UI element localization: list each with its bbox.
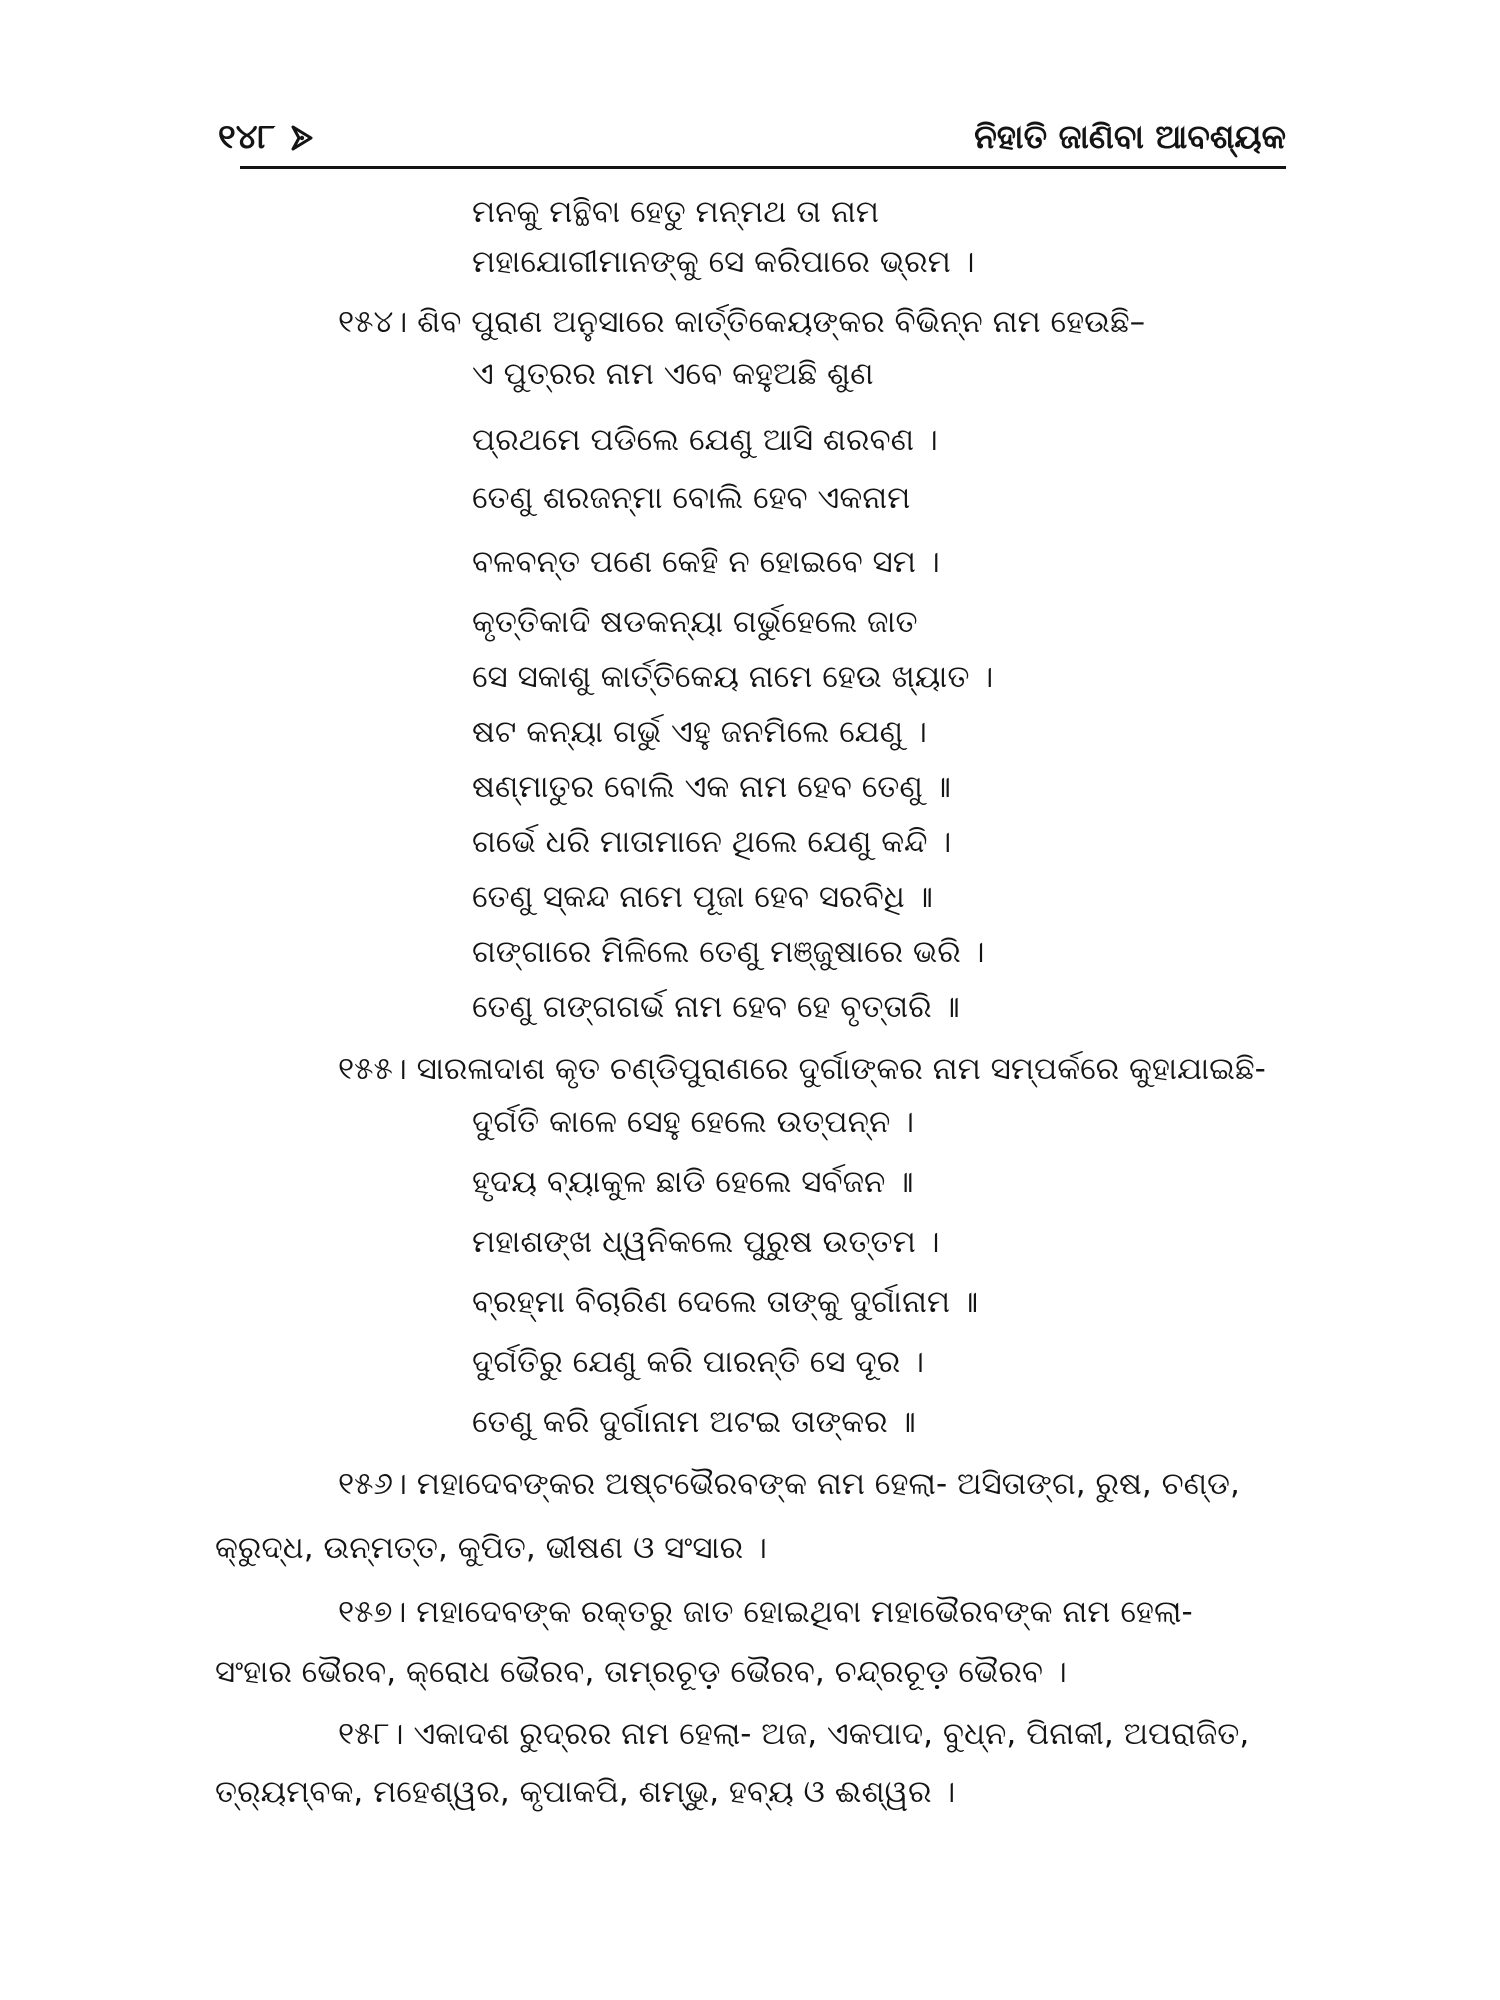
verse-line: ବ୍ରହ୍ମା ବିଚାରିଣ ଦେଲେ ତାଙ୍କୁ ଦୁର୍ଗାନାମ ॥: [472, 1284, 979, 1320]
numbered-item-line: ୧୫୪। ଶିବ ପୁରାଣ ଅନୁସାରେ କାର୍ତ୍ତିକେୟଙ୍କର ବିଭିନ୍ନ ନାମ ହେଉଛି–: [338, 304, 1146, 340]
verse-line: ତେଣୁ ଶରଜନ୍ମା ବୋଲି ହେବ ଏକନାମ: [472, 480, 911, 516]
verse-line: ଗଙ୍ଗାରେ ମିଳିଲେ ତେଣୁ ମଞ୍ଜୁଷାରେ ଭରି ।: [472, 934, 985, 970]
verse-line: ସେ ସକାଶୁ କାର୍ତ୍ତିକେୟ ନାମେ ହେଉ ଖ୍ୟାତ ।: [472, 659, 994, 695]
running-title: ନିହାତି ଜାଣିବା ଆବଶ୍ୟକ: [974, 117, 1286, 156]
numbered-item-line: ୧୫୮। ଏକାଦଶ ରୁଦ୍ରର ନାମ ହେଲା- ଅଜ, ଏକପାଦ, ବୁଧ୍ନ, ପିନାକୀ, ଅପରାଜିତ,: [338, 1716, 1250, 1752]
verse-line: ମନକୁ ମନ୍ଥିବା ହେତୁ ମନ୍ମଥ ତା ନାମ: [472, 194, 879, 230]
page-header: [218, 108, 1286, 166]
verse-line: ଦୁର୍ଗତିରୁ ଯେଣୁ କରି ପାରନ୍ତି ସେ ଦୂର ।: [472, 1344, 925, 1380]
verse-line: ତେଣୁ ସ୍କନ୍ଦ ନାମେ ପୂଜା ହେବ ସରବିଧି ॥: [472, 879, 933, 915]
numbered-item-line: ୧୫୬। ମହାଦେବଙ୍କର ଅଷ୍ଟଭୈରବଙ୍କ ନାମ ହେଲା- ଅସିତାଙ୍ଗ, ରୁଷ, ଚଣ୍ଡ,: [338, 1466, 1240, 1502]
verse-line: ପ୍ରଥମେ ପଡିଲେ ଯେଣୁ ଆସି ଶରବଣ ।: [472, 422, 938, 458]
numbered-item-line: ୧୫୭। ମହାଦେବଙ୍କ ରକ୍ତରୁ ଜାତ ହୋଇଥିବା ମହାଭୈରବଙ୍କ ନାମ ହେଲା-: [338, 1594, 1193, 1630]
verse-line: ତେଣୁ କରି ଦୁର୍ଗାନାମ ଅଟଇ ତାଙ୍କର ॥: [472, 1404, 916, 1440]
header-rule: [240, 166, 1286, 169]
continuation-line: ସଂହାର ଭୈରବ, କ୍ରୋଧ ଭୈରବ, ତାମ୍ରଚୂଡ଼ ଭୈରବ, ଚନ୍ଦ୍ରଚୂଡ଼ ଭୈରବ ।: [215, 1654, 1067, 1690]
continuation-line: କ୍ରୁଦ୍ଧ, ଉନ୍ମତ୍ତ, କୁପିତ, ଭୀଷଣ ଓ ସଂସାର ।: [215, 1530, 767, 1566]
verse-line: ହୃଦୟ ବ୍ୟାକୁଳ ଛାଡି ହେଲେ ସର୍ବଜନ ॥: [472, 1164, 914, 1200]
verse-line: ବଳବନ୍ତ ପଣେ କେହି ନ ହୋଇବେ ସମ ।: [472, 544, 940, 580]
verse-line: ଦୁର୍ଗତି କାଳେ ସେହୁ ହେଲେ ଉତ୍ପନ୍ନ ।: [472, 1104, 915, 1140]
verse-line: ଷଣ୍ମାତୁର ବୋଲି ଏକ ନାମ ହେବ ତେଣୁ ॥: [472, 769, 951, 805]
verse-line: ଏ ପୁତ୍ରର ନାମ ଏବେ କହୁଅଛି ଶୁଣ: [472, 356, 874, 392]
page-number: ୧୪୮: [218, 117, 276, 157]
verse-line: ମହାଯୋଗୀମାନଙ୍କୁ ସେ କରିପାରେ ଭ୍ରମ ।: [472, 244, 975, 280]
continuation-line: ତ୍ର୍ୟମ୍ବକ, ମହେଶ୍ୱର, କୃପାକପି, ଶମ୍ଭୁ, ହବ୍ୟ ଓ ଈଶ୍ୱର ।: [215, 1774, 956, 1810]
verse-line: ଷଟ କନ୍ୟା ଗର୍ଭୁ ଏହୁ ଜନମିଲେ ଯେଣୁ ।: [472, 714, 927, 750]
numbered-item-line: ୧୫୫। ସାରଳାଦାଶ କୃତ ଚଣ୍ଡିପୁରାଣରେ ଦୁର୍ଗାଙ୍କର ନାମ ସମ୍ପର୍କରେ କୁହାଯାଇଛି-: [338, 1051, 1266, 1087]
verse-line: ମହାଶଙ୍ଖ ଧ୍ୱନିକଲେ ପୁରୁଷ ଉତ୍ତମ ।: [472, 1224, 940, 1260]
verse-line: କୃତ୍ତିକାଦି ଷଡକନ୍ୟା ଗର୍ଭୁହେଲେ ଜାତ: [472, 604, 918, 640]
arrow-ornament-icon: [289, 122, 319, 152]
verse-line: ତେଣୁ ଗଙ୍ଗଗର୍ଭ ନାମ ହେବ ହେ ବୃତ୍ତାରି ॥: [472, 989, 960, 1025]
verse-line: ଗର୍ଭେ ଧରି ମାତାମାନେ ଥିଲେ ଯେଣୁ କନ୍ଦି ।: [472, 824, 952, 860]
page-number-block: [218, 117, 319, 157]
